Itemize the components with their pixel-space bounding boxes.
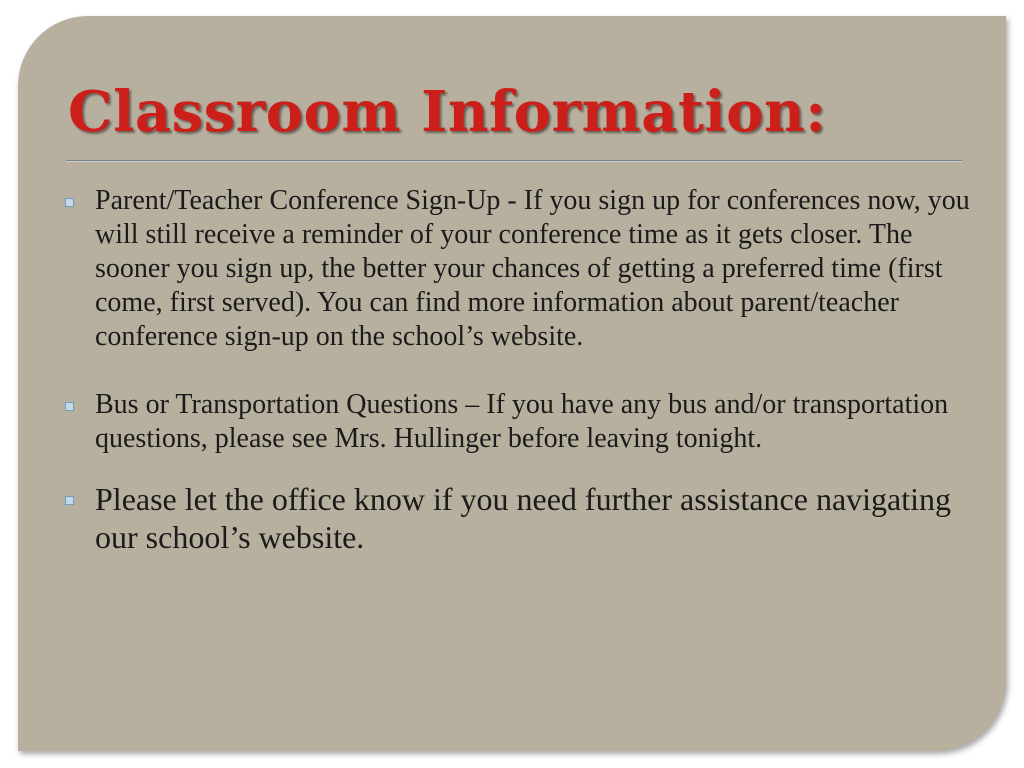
bullet-text: Please let the office know if you need further assistance navigating our school’s website. <box>95 481 952 555</box>
bullet-list <box>62 184 974 556</box>
slide-title: Classroom Information: <box>68 79 827 145</box>
bullet-transportation <box>62 388 974 456</box>
square-bullet-icon <box>65 198 74 207</box>
bullet-conference-signup <box>62 184 974 354</box>
bullet-office-assistance <box>62 480 974 556</box>
square-bullet-icon <box>65 496 74 505</box>
bullet-text: Bus or Transportation Questions – If you have any bus and/or transportation questions, please see Mrs. Hullinger before leaving tonight. <box>95 389 949 454</box>
square-bullet-icon <box>65 402 74 411</box>
bullet-text: Parent/Teacher Conference Sign-Up - If you sign up for conferences now, you will still receive a reminder of your conference time as it gets closer. The sooner you sign up, the better your chances of getting a preferred time (first come, first served). You can find more information about parent/teacher conference sign-up on the school’s website. <box>95 185 970 352</box>
title-divider <box>66 160 962 161</box>
